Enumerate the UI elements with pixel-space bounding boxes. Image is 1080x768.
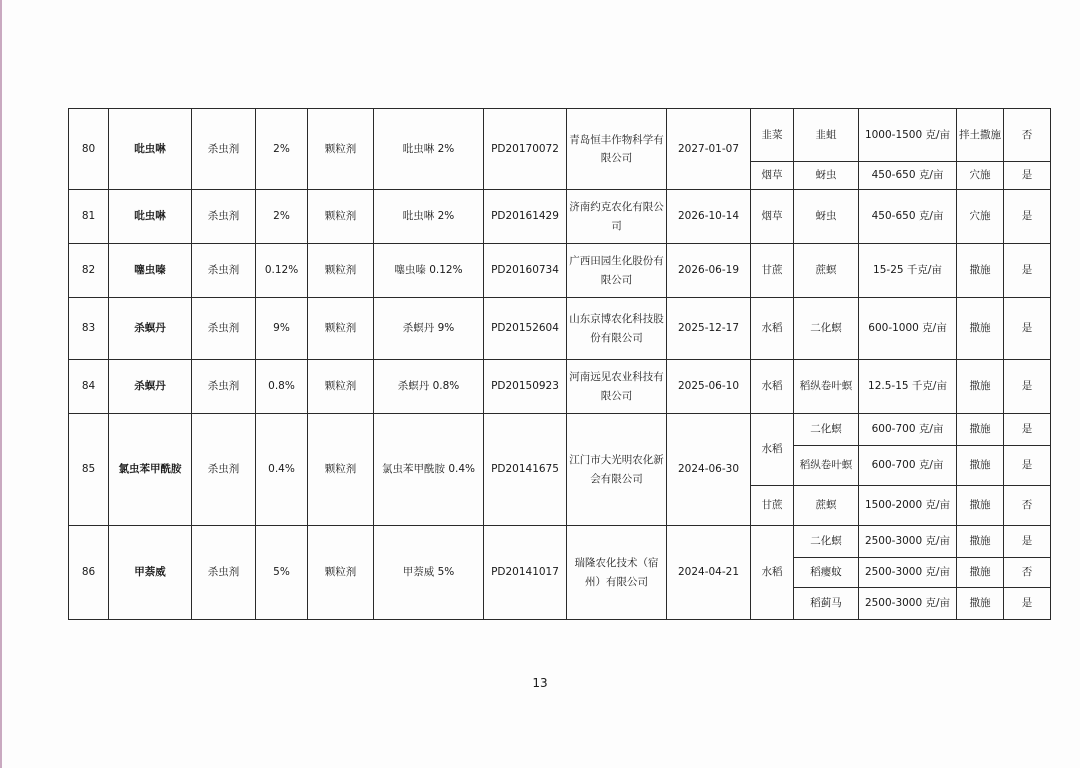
active-ingredient: 吡虫啉 2% [374, 190, 484, 244]
dosage: 450-650 克/亩 [859, 190, 957, 244]
registration-number: PD20161429 [484, 190, 567, 244]
registration-number: PD20150923 [484, 360, 567, 414]
total-content: 0.4% [256, 414, 308, 526]
pesticide-type: 杀虫剂 [192, 414, 256, 526]
registrant-company: 山东京博农化科技股份有限公司 [567, 298, 667, 360]
registrant-company: 瑞隆农化技术（宿州）有限公司 [567, 526, 667, 620]
flag-cell: 是 [1004, 446, 1051, 486]
total-content: 0.12% [256, 244, 308, 298]
row-number: 85 [69, 414, 109, 526]
total-content: 2% [256, 109, 308, 190]
expiry-date: 2025-06-10 [667, 360, 751, 414]
active-ingredient: 噻虫嗪 0.12% [374, 244, 484, 298]
flag-cell: 是 [1004, 588, 1051, 620]
dosage: 2500-3000 克/亩 [859, 526, 957, 558]
active-ingredient: 吡虫啉 2% [374, 109, 484, 190]
registrant-company: 青岛恒丰作物科学有限公司 [567, 109, 667, 190]
table-row [69, 190, 1051, 244]
page-number: 13 [532, 676, 548, 690]
application-method: 撒施 [957, 558, 1004, 588]
row-number: 80 [69, 109, 109, 190]
formulation: 颗粒剂 [308, 244, 374, 298]
flag-cell: 是 [1004, 360, 1051, 414]
application-method: 撒施 [957, 298, 1004, 360]
dosage: 2500-3000 克/亩 [859, 588, 957, 620]
flag-cell: 否 [1004, 109, 1051, 162]
pesticide-name: 甲萘威 [109, 526, 192, 620]
crop: 水稻 [751, 360, 794, 414]
application-method: 撒施 [957, 360, 1004, 414]
crop: 水稻 [751, 414, 794, 486]
expiry-date: 2024-06-30 [667, 414, 751, 526]
crop: 水稻 [751, 526, 794, 620]
control-target: 稻瘿蚊 [794, 558, 859, 588]
control-target: 二化螟 [794, 414, 859, 446]
formulation: 颗粒剂 [308, 298, 374, 360]
pesticide-registration-table [68, 108, 1051, 620]
application-method: 拌土撒施 [957, 109, 1004, 162]
expiry-date: 2025-12-17 [667, 298, 751, 360]
application-method: 撒施 [957, 446, 1004, 486]
formulation: 颗粒剂 [308, 190, 374, 244]
control-target: 稻蓟马 [794, 588, 859, 620]
total-content: 2% [256, 190, 308, 244]
crop: 甘蔗 [751, 486, 794, 526]
dosage: 450-650 克/亩 [859, 162, 957, 190]
flag-cell: 是 [1004, 244, 1051, 298]
registrant-company: 济南约克农化有限公司 [567, 190, 667, 244]
total-content: 0.8% [256, 360, 308, 414]
formulation: 颗粒剂 [308, 360, 374, 414]
application-method: 撒施 [957, 244, 1004, 298]
dosage: 15-25 千克/亩 [859, 244, 957, 298]
flag-cell: 是 [1004, 190, 1051, 244]
flag-cell: 是 [1004, 526, 1051, 558]
pesticide-type: 杀虫剂 [192, 190, 256, 244]
row-number: 82 [69, 244, 109, 298]
registration-number: PD20170072 [484, 109, 567, 190]
row-number: 84 [69, 360, 109, 414]
crop: 韭菜 [751, 109, 794, 162]
control-target: 二化螟 [794, 298, 859, 360]
registration-number: PD20160734 [484, 244, 567, 298]
control-target: 韭蛆 [794, 109, 859, 162]
expiry-date: 2024-04-21 [667, 526, 751, 620]
registration-number: PD20152604 [484, 298, 567, 360]
pesticide-name: 杀螟丹 [109, 360, 192, 414]
table-row [69, 526, 1051, 558]
flag-cell: 否 [1004, 486, 1051, 526]
application-method: 穴施 [957, 190, 1004, 244]
registration-number: PD20141017 [484, 526, 567, 620]
table-row [69, 109, 1051, 162]
flag-cell: 是 [1004, 298, 1051, 360]
row-number: 86 [69, 526, 109, 620]
registrant-company: 河南远见农业科技有限公司 [567, 360, 667, 414]
dosage: 600-700 克/亩 [859, 446, 957, 486]
expiry-date: 2027-01-07 [667, 109, 751, 190]
table-row [69, 298, 1051, 360]
registrant-company: 江门市大光明农化新会有限公司 [567, 414, 667, 526]
dosage: 1500-2000 克/亩 [859, 486, 957, 526]
expiry-date: 2026-06-19 [667, 244, 751, 298]
control-target: 蚜虫 [794, 162, 859, 190]
expiry-date: 2026-10-14 [667, 190, 751, 244]
dosage: 1000-1500 克/亩 [859, 109, 957, 162]
dosage: 600-700 克/亩 [859, 414, 957, 446]
dosage: 600-1000 克/亩 [859, 298, 957, 360]
total-content: 5% [256, 526, 308, 620]
pesticide-type: 杀虫剂 [192, 244, 256, 298]
active-ingredient: 杀螟丹 0.8% [374, 360, 484, 414]
formulation: 颗粒剂 [308, 526, 374, 620]
dosage: 12.5-15 千克/亩 [859, 360, 957, 414]
formulation: 颗粒剂 [308, 414, 374, 526]
row-number: 83 [69, 298, 109, 360]
application-method: 穴施 [957, 162, 1004, 190]
formulation: 颗粒剂 [308, 109, 374, 190]
dosage: 2500-3000 克/亩 [859, 558, 957, 588]
control-target: 蔗螟 [794, 486, 859, 526]
pesticide-type: 杀虫剂 [192, 109, 256, 190]
control-target: 稻纵卷叶螟 [794, 360, 859, 414]
application-method: 撒施 [957, 526, 1004, 558]
active-ingredient: 氯虫苯甲酰胺 0.4% [374, 414, 484, 526]
control-target: 二化螟 [794, 526, 859, 558]
page-edge [0, 0, 2, 768]
crop: 烟草 [751, 190, 794, 244]
table-row [69, 244, 1051, 298]
control-target: 蔗螟 [794, 244, 859, 298]
table-row [69, 414, 1051, 446]
application-method: 撒施 [957, 486, 1004, 526]
application-method: 撒施 [957, 588, 1004, 620]
application-method: 撒施 [957, 414, 1004, 446]
pesticide-type: 杀虫剂 [192, 526, 256, 620]
table-row [69, 360, 1051, 414]
registration-number: PD20141675 [484, 414, 567, 526]
row-number: 81 [69, 190, 109, 244]
total-content: 9% [256, 298, 308, 360]
active-ingredient: 杀螟丹 9% [374, 298, 484, 360]
flag-cell: 是 [1004, 162, 1051, 190]
pesticide-name: 吡虫啉 [109, 109, 192, 190]
active-ingredient: 甲萘威 5% [374, 526, 484, 620]
pesticide-type: 杀虫剂 [192, 360, 256, 414]
pesticide-name: 噻虫嗪 [109, 244, 192, 298]
registrant-company: 广西田园生化股份有限公司 [567, 244, 667, 298]
flag-cell: 是 [1004, 414, 1051, 446]
control-target: 稻纵卷叶螟 [794, 446, 859, 486]
pesticide-name: 吡虫啉 [109, 190, 192, 244]
crop: 甘蔗 [751, 244, 794, 298]
crop: 水稻 [751, 298, 794, 360]
pesticide-name: 氯虫苯甲酰胺 [109, 414, 192, 526]
control-target: 蚜虫 [794, 190, 859, 244]
flag-cell: 否 [1004, 558, 1051, 588]
pesticide-type: 杀虫剂 [192, 298, 256, 360]
pesticide-name: 杀螟丹 [109, 298, 192, 360]
crop: 烟草 [751, 162, 794, 190]
